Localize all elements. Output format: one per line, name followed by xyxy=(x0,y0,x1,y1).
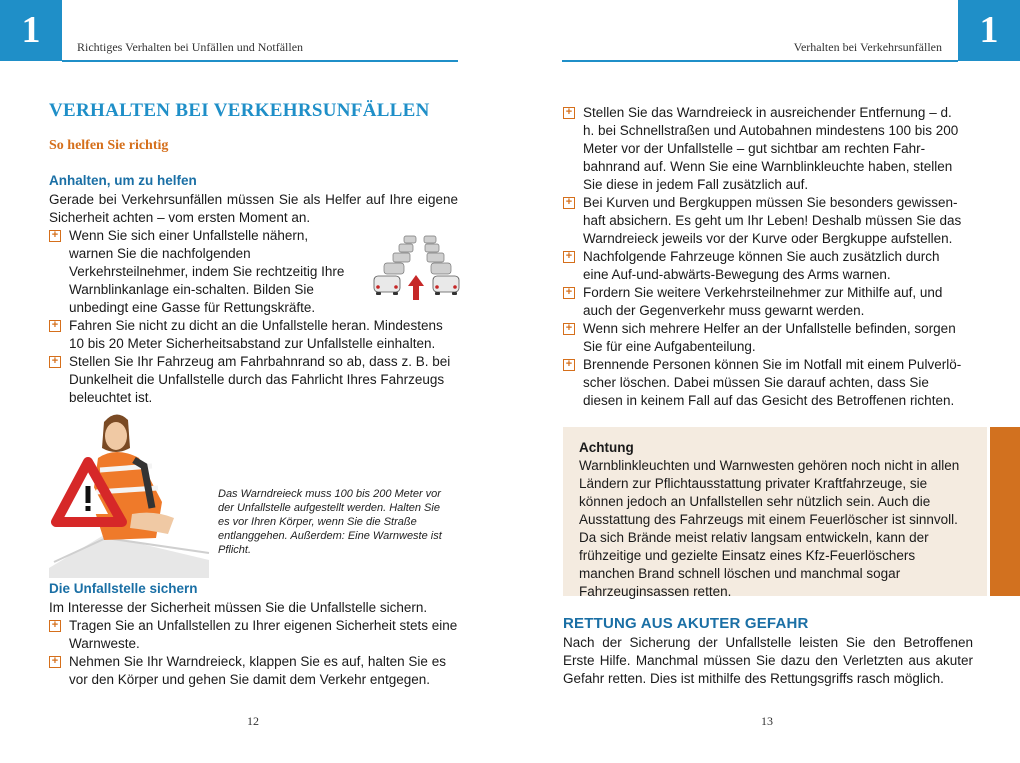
section-title-stop: Anhalten, um zu helfen xyxy=(49,173,197,188)
section-title-secure: Die Unfallstelle sichern xyxy=(49,581,198,596)
plus-box-icon: + xyxy=(563,197,575,209)
list-item: + Nachfolgende Fahrzeuge können Sie auch zusätzlich durch eine Auf-und-abwärts-Bewegung des Arms warnen. xyxy=(563,248,963,284)
plus-box-icon: + xyxy=(49,620,61,632)
running-head-left: Richtiges Verhalten bei Unfällen und Notfällen xyxy=(77,40,304,54)
list-item: + Stellen Sie das Warndreieck in ausreichender Entfernung – d. h. bei Schnellstraßen und Autobahnen mindestens 100 bis 200 Meter vor der Unfallstelle – gut sichtbar am rechten Fahr-bahnrand auf. Wenn Sie eine Warnblinkleuchte haben, stellen Sie diese in jedem Fall zusätzlich auf. xyxy=(563,104,963,194)
page-title: VERHALTEN BEI VERKEHRSUNFÄLLEN xyxy=(49,100,430,121)
plus-box-icon: + xyxy=(563,323,575,335)
list-item: + Fahren Sie nicht zu dicht an die Unfallstelle heran. Mindestens 10 bis 20 Meter Sicherheitsabstand zur Unfallstelle einhalten. xyxy=(49,317,458,353)
bullet-list-stop xyxy=(49,227,349,317)
list-item: + Fordern Sie weitere Verkehrsteilnehmer zur Mithilfe auf, und auch der Gegenverkehr muss gewarnt werden. xyxy=(563,284,963,320)
section-text-rescue: Nach der Sicherung der Unfallstelle leisten Sie den Betroffenen Erste Hilfe. Manchmal müssen Sie dazu den Verletzten aus akuter Gefahr retten. Dies ist mithilfe des Rettungsgriffs rasch möglich. xyxy=(563,635,973,686)
list-item: + Stellen Sie Ihr Fahrzeug am Fahrbahnrand so ab, dass z. B. bei Dunkelheit die Unfallstelle durch das Fahrlicht Ihres Fahrzeugs beleuchtet ist. xyxy=(49,353,458,407)
woman-with-warning-triangle-illustration xyxy=(44,410,214,578)
plus-box-icon: + xyxy=(563,107,575,119)
chapter-number-left: 1 xyxy=(0,0,62,61)
plus-box-icon: + xyxy=(49,320,61,332)
note-accent-bar xyxy=(990,427,1020,596)
note-text: Warnblinkleuchten und Warnwesten gehören noch nicht in allen Ländern zur Pflichtausstattung privater Kraftfahrzeuge, sie können jedoch an Unfallstellen sehr nützlich sein. Auch die Ausstattung des Fahrzeugs mit einem Feuerlöscher ist sinnvoll. Da sich Brände meist relativ langsam entwickeln, kann der frühzeitige und gezielte Einsatz eines Kfz-Feuerlöschers manchen Brand schnell löschen und manchmal sogar Fahrzeuginsassen retten. xyxy=(579,458,960,599)
list-item: + Nehmen Sie Ihr Warndreieck, klappen Sie es auf, halten Sie es vor den Körper und gehen Sie damit dem Verkehr entgegen. xyxy=(49,653,458,689)
list-item: + Wenn sich mehrere Helfer an der Unfallstelle befinden, sorgen Sie für eine Aufgabenteilung. xyxy=(563,320,963,356)
list-item: + Tragen Sie an Unfallstellen zu Ihrer eigenen Sicherheit stets eine Warnweste. xyxy=(49,617,458,653)
bullet-list-secure xyxy=(49,617,458,689)
section-intro-stop: Gerade bei Verkehrsunfällen müssen Sie als Helfer auf Ihre eigene Sicherheit achten – vom ersten Moment an. xyxy=(49,192,458,225)
bullet-list-right xyxy=(563,104,963,410)
plus-box-icon: + xyxy=(563,359,575,371)
plus-box-icon: + xyxy=(49,656,61,668)
plus-box-icon: + xyxy=(563,287,575,299)
section-intro-secure: Im Interesse der Sicherheit müssen Sie die Unfallstelle sichern. xyxy=(49,600,428,615)
traffic-jam-emergency-lane-illustration xyxy=(370,232,462,302)
plus-box-icon: + xyxy=(49,356,61,368)
note-title: Achtung xyxy=(579,440,634,455)
section-title-rescue: RETTUNG AUS AKUTER GEFAHR xyxy=(563,615,809,632)
header-rule-left xyxy=(62,60,458,62)
page-number-left: 12 xyxy=(247,714,259,728)
warning-note-box xyxy=(563,427,987,599)
list-item: + Bei Kurven und Bergkuppen müssen Sie besonders gewissen-haft absichern. Es geht um Ihr Leben! Deshalb müssen Sie das Warndreieck jeweils vor der Kurve oder Bergkuppe aufstellen. xyxy=(563,194,963,248)
bullet-list-stop-continued xyxy=(49,317,458,407)
header-rule-right xyxy=(562,60,958,62)
list-item: + Brennende Personen können Sie im Notfall mit einem Pulverlö-scher löschen. Dabei müssen Sie darauf achten, dass Sie diesen in keinem Fall auf das Gesicht des Betroffenen richten. xyxy=(563,356,963,410)
plus-box-icon: + xyxy=(49,230,61,242)
chapter-number-right: 1 xyxy=(958,0,1020,61)
page-number-right: 13 xyxy=(761,714,773,728)
list-item: + Wenn Sie sich einer Unfallstelle nähern, warnen Sie die nachfolgenden Verkehrsteilnehmer, indem Sie rechtzeitig Ihre Warnblinkanlage ein-schalten. Bilden Sie unbedingt eine Gasse für Rettungskräfte. xyxy=(49,227,349,317)
running-head-right: Verhalten bei Verkehrsunfällen xyxy=(793,40,942,54)
plus-box-icon: + xyxy=(563,251,575,263)
subheading: So helfen Sie richtig xyxy=(49,138,169,153)
image-caption: Das Warndreieck muss 100 bis 200 Meter vor der Unfallstelle aufgestellt werden. Halten Sie es vor Ihren Körper, wenn Sie die Straße entlanggehen. Außerdem: Eine Warnweste ist Pflicht. xyxy=(218,488,442,556)
